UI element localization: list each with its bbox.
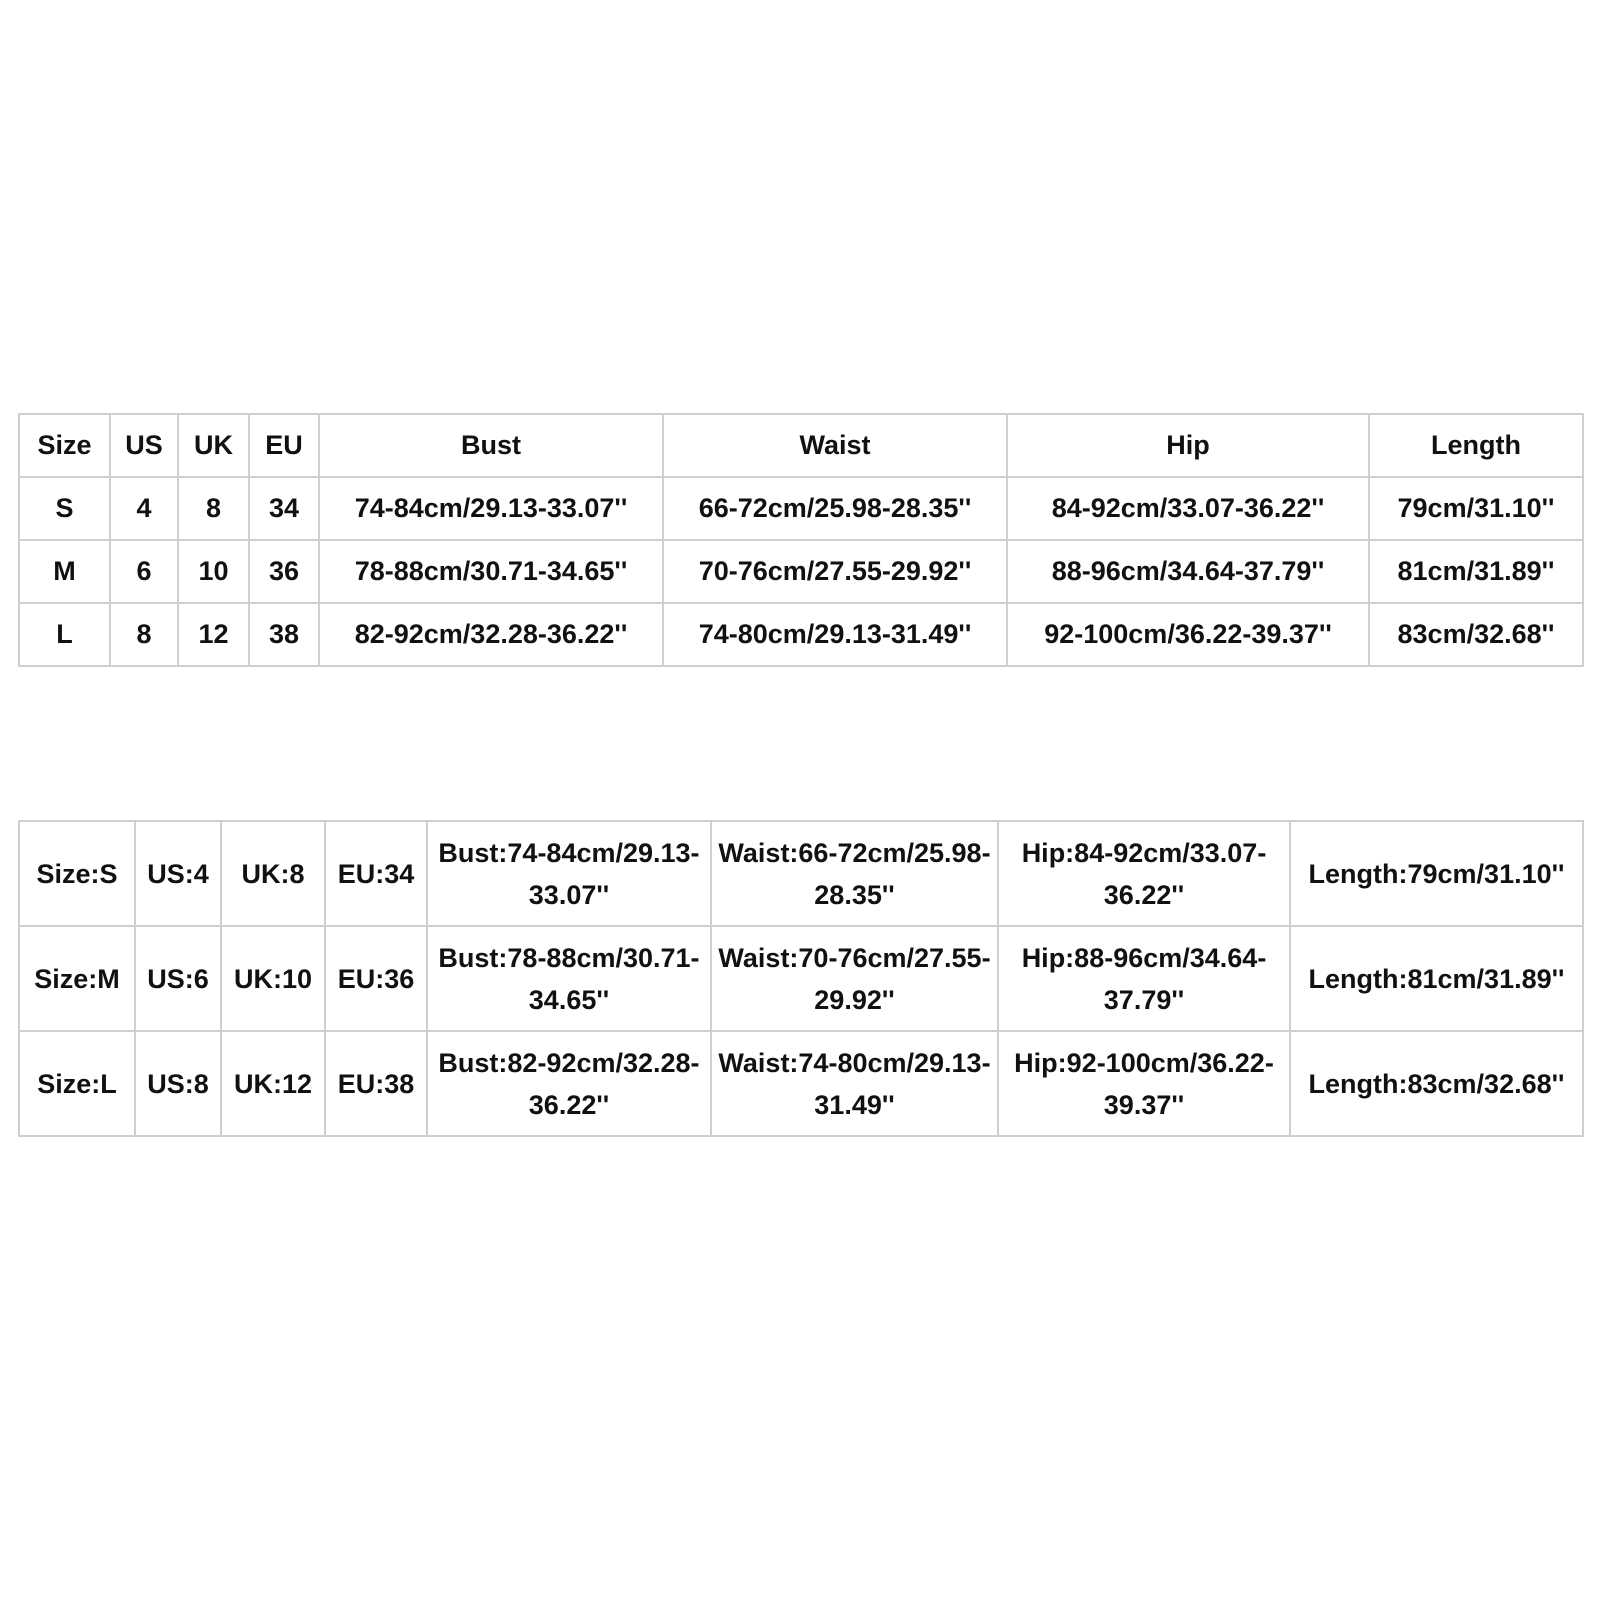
cell-us: 4: [110, 477, 178, 540]
cell-us: US:8: [135, 1031, 221, 1136]
cell-size: S: [19, 477, 110, 540]
table-row: [19, 477, 1583, 540]
size-chart-table-compact: [18, 413, 1584, 667]
cell-waist: Waist:74-80cm/29.13-31.49'': [711, 1031, 998, 1136]
cell-length: Length:79cm/31.10'': [1290, 821, 1583, 926]
cell-eu: EU:36: [325, 926, 427, 1031]
cell-size: Size:M: [19, 926, 135, 1031]
cell-hip: 84-92cm/33.07-36.22'': [1007, 477, 1369, 540]
header-cell-hip: Hip: [1007, 414, 1369, 477]
table-row: [19, 603, 1583, 666]
cell-bust: Bust:74-84cm/29.13-33.07'': [427, 821, 711, 926]
table-row: [19, 1031, 1583, 1136]
cell-eu: 36: [249, 540, 319, 603]
cell-length: Length:83cm/32.68'': [1290, 1031, 1583, 1136]
header-cell-length: Length: [1369, 414, 1583, 477]
cell-hip: 92-100cm/36.22-39.37'': [1007, 603, 1369, 666]
cell-hip: Hip:84-92cm/33.07-36.22'': [998, 821, 1290, 926]
cell-waist: Waist:66-72cm/25.98-28.35'': [711, 821, 998, 926]
header-cell-size: Size: [19, 414, 110, 477]
cell-waist: 74-80cm/29.13-31.49'': [663, 603, 1007, 666]
cell-uk: 8: [178, 477, 249, 540]
cell-bust: 78-88cm/30.71-34.65'': [319, 540, 663, 603]
cell-hip: 88-96cm/34.64-37.79'': [1007, 540, 1369, 603]
header-row: [19, 414, 1583, 477]
size-chart-table-labeled: [18, 820, 1584, 1137]
header-cell-uk: UK: [178, 414, 249, 477]
table-row: [19, 926, 1583, 1031]
cell-eu: 38: [249, 603, 319, 666]
cell-uk: 10: [178, 540, 249, 603]
cell-waist: 70-76cm/27.55-29.92'': [663, 540, 1007, 603]
cell-bust: Bust:82-92cm/32.28-36.22'': [427, 1031, 711, 1136]
header-cell-bust: Bust: [319, 414, 663, 477]
cell-waist: Waist:70-76cm/27.55-29.92'': [711, 926, 998, 1031]
cell-bust: Bust:78-88cm/30.71-34.65'': [427, 926, 711, 1031]
cell-waist: 66-72cm/25.98-28.35'': [663, 477, 1007, 540]
cell-eu: 34: [249, 477, 319, 540]
cell-hip: Hip:88-96cm/34.64-37.79'': [998, 926, 1290, 1031]
cell-bust: 82-92cm/32.28-36.22'': [319, 603, 663, 666]
cell-eu: EU:38: [325, 1031, 427, 1136]
cell-length: Length:81cm/31.89'': [1290, 926, 1583, 1031]
cell-uk: UK:10: [221, 926, 325, 1031]
cell-uk: UK:12: [221, 1031, 325, 1136]
cell-us: 8: [110, 603, 178, 666]
cell-eu: EU:34: [325, 821, 427, 926]
cell-size: L: [19, 603, 110, 666]
cell-us: US:6: [135, 926, 221, 1031]
cell-length: 79cm/31.10'': [1369, 477, 1583, 540]
header-cell-eu: EU: [249, 414, 319, 477]
table-row: [19, 540, 1583, 603]
cell-hip: Hip:92-100cm/36.22-39.37'': [998, 1031, 1290, 1136]
cell-us: US:4: [135, 821, 221, 926]
header-cell-us: US: [110, 414, 178, 477]
header-cell-waist: Waist: [663, 414, 1007, 477]
cell-size: Size:L: [19, 1031, 135, 1136]
cell-uk: UK:8: [221, 821, 325, 926]
cell-uk: 12: [178, 603, 249, 666]
cell-size: Size:S: [19, 821, 135, 926]
table-row: [19, 821, 1583, 926]
cell-bust: 74-84cm/29.13-33.07'': [319, 477, 663, 540]
cell-us: 6: [110, 540, 178, 603]
cell-length: 81cm/31.89'': [1369, 540, 1583, 603]
cell-size: M: [19, 540, 110, 603]
cell-length: 83cm/32.68'': [1369, 603, 1583, 666]
